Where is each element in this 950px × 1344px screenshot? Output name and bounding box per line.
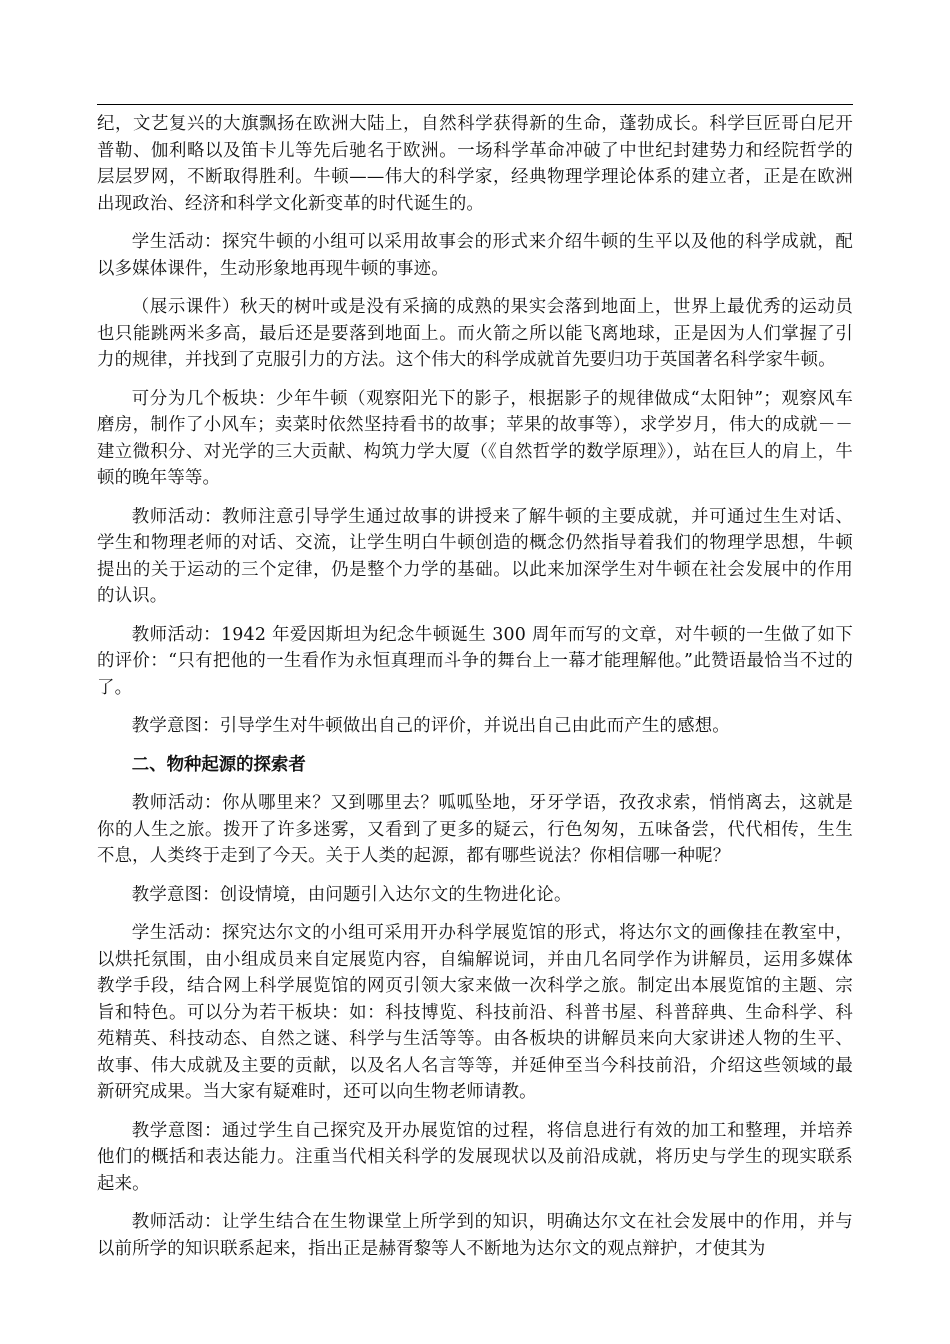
paragraph-teacher-activity-origins: 教师活动：你从哪里来？又到哪里去？呱呱坠地，牙牙学语，孜孜求索，悄悄离去，这就是你的人生之旅。拨开了许多迷雾，又看到了更多的疑云，行色匆匆，五味备尝，代代相传，生生不息，人类终于走到了今天。关于人类的起源，都有哪些说法？你相信哪一种呢？ xyxy=(97,793,853,866)
paragraph-teaching-intent-exhibition: 教学意图：通过学生自己探究及开办展览馆的过程，将信息进行有效的加工和整理，并培养他们的概括和表达能力。注重当代相关科学的发展现状以及前沿成就，将历史与学生的现实联系起来。 xyxy=(97,1120,853,1194)
paragraph-courseware-gravity: （展示课件）秋天的树叶或是没有采摘的成熟的果实会落到地面上，世界上最优秀的运动员也只能跳两米多高，最后还是要落到地面上。而火箭之所以能飞离地球，正是因为人们掌握了引力的规律，并找到了克服引力的方法。这个伟大的科学成就首先要归功于英国著名科学家牛顿。 xyxy=(97,297,853,370)
paragraph-teacher-activity-darwin-role: 教师活动：让学生结合在生物课堂上所学到的知识，明确达尔文在社会发展中的作用，并与以前所学的知识联系起来，指出正是赫胥黎等人不断地为达尔文的观点辩护，才使其为 xyxy=(97,1212,853,1259)
header-rule xyxy=(97,104,853,105)
paragraph-student-activity-exhibition: 学生活动：探究达尔文的小组可采用开办科学展览馆的形式，将达尔文的画像挂在教室中，以烘托氛围，由小组成员来自定展览内容，自编解说词，并由几名同学作为讲解员，运用多媒体教学手段，结合网上科学展览馆的网页引领大家来做一次科学之旅。制定出本展览馆的主题、宗旨和特色。可以分为若干板块：如：科技博览、科技前沿、科普书屋、科普辞典、生命科学、科苑精英、科技动态、自然之谜、科学与生活等等。由各板块的讲解员来向大家讲述人物的生平、故事、伟大成就及主要的贡献，以及名人名言等等，并延伸至当今科技前沿，介绍这些领域的最新研究成果。当大家有疑难时，还可以向生物老师请教。 xyxy=(97,923,853,1102)
paragraph-teacher-activity-einstein: 教师活动：1942 年爱因斯坦为纪念牛顿诞生 300 周年而写的文章，对牛顿的一生做了如下的评价：“只有把他的一生看作为永恒真理而斗争的舞台上一幕才能理解他。”此赞语最恰当不过的了。 xyxy=(97,624,853,698)
paragraph-teacher-activity-guidance: 教师活动：教师注意引导学生通过故事的讲授来了解牛顿的主要成就，并可通过生生对话、学生和物理老师的对话、交流，让学生明白牛顿创造的概念仍然指导着我们的物理学思想，牛顿提出的关于运动的三个定律，仍是整个力学的基础。以此来加深学生对牛顿在社会发展中的作用的认识。 xyxy=(97,506,853,606)
paragraph-renaissance-context: 纪，文艺复兴的大旗飘扬在欧洲大陆上，自然科学获得新的生命，蓬勃成长。科学巨匠哥白尼开普勒、伽利略以及笛卡儿等先后驰名于欧洲。一场科学革命冲破了中世纪封建势力和经院哲学的层层罗网，不断取得胜利。牛顿——伟大的科学家，经典物理学理论体系的建立者，正是在欧洲出现政治、经济和科学文化新变革的时代诞生的。 xyxy=(97,114,853,214)
paragraph-student-activity-newton: 学生活动：探究牛顿的小组可以采用故事会的形式来介绍牛顿的生平以及他的科学成就，配以多媒体课件，生动形象地再现牛顿的事迹。 xyxy=(97,232,853,279)
paragraph-teaching-intent-darwin: 教学意图：创设情境，由问题引入达尔文的生物进化论。 xyxy=(131,884,572,905)
section-heading-origin-of-species: 二、物种起源的探索者 xyxy=(131,754,306,775)
paragraph-teaching-intent-evaluation: 教学意图：引导学生对牛顿做出自己的评价，并说出自己由此而产生的感想。 xyxy=(131,716,730,736)
document-page xyxy=(97,104,853,1274)
paragraph-newton-sections: 可分为几个板块：少年牛顿（观察阳光下的影子，根据影子的规律做成“太阳钟”；观察风车磨房，制作了小风车；卖菜时依然坚持看书的故事；苹果的故事等），求学岁月，伟大的成就－－建立微积分、对光学的三大贡献、构筑力学大厦（《自然哲学的数学原理》），站在巨人的肩上，牛顿的晚年等等。 xyxy=(97,388,853,488)
